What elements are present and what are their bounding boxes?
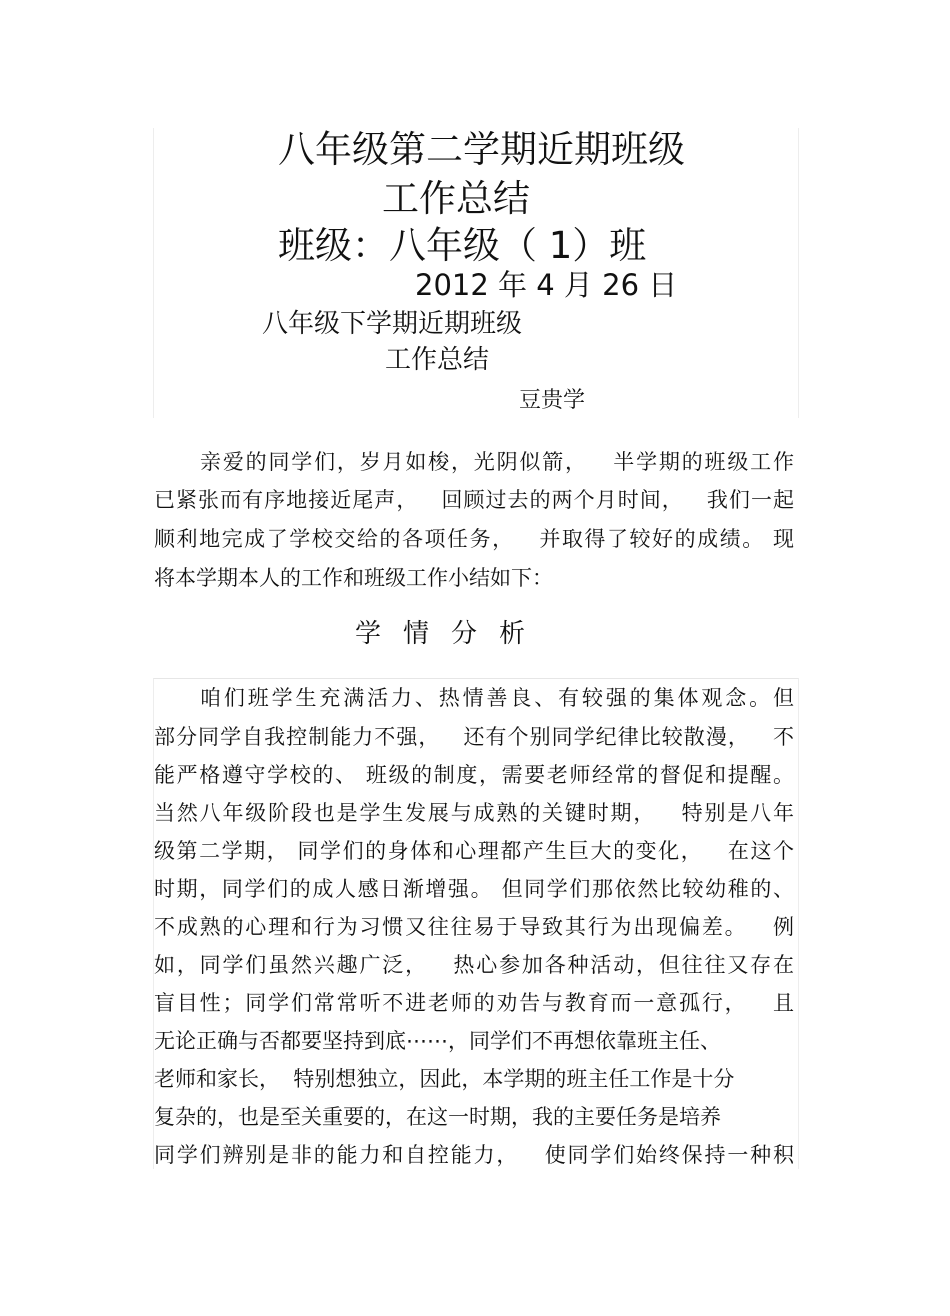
section-line: 当然八年级阶段也是学生发展与成熟的关键时期， 特别是八年 bbox=[154, 801, 794, 825]
subtitle-line2: 工作总结 bbox=[385, 345, 490, 375]
section-line: 不成熟的心理和行为习惯又往往易于导致其行为出现偏差。 例 bbox=[154, 915, 794, 939]
section-line: 能严格遵守学校的、 班级的制度，需要老师经常的督促和提醒。 bbox=[154, 763, 794, 787]
class-line: 班级：八年级（ 1）班 bbox=[278, 224, 647, 267]
section-line: 如，同学们虽然兴趣广泛， 热心参加各种活动，但往往又存在 bbox=[154, 953, 794, 977]
section-line: 复杂的，也是至关重要的，在这一时期，我的主要任务是培养 bbox=[154, 1105, 721, 1129]
document-title-line2: 工作总结 bbox=[382, 177, 530, 220]
section-line: 老师和家长， 特别想独立，因此，本学期的班主任工作是十分 bbox=[154, 1067, 735, 1091]
subtitle-line1: 八年级下学期近期班级 bbox=[262, 309, 523, 339]
section-line: 部分同学自我控制能力不强， 还有个别同学纪律比较散漫， 不 bbox=[154, 725, 794, 749]
author-name: 豆贵学 bbox=[519, 388, 586, 413]
section-line: 同学们辨别是非的能力和自控能力， 使同学们始终保持一种积 bbox=[154, 1143, 794, 1167]
intro-line: 已紧张而有序地接近尾声， 回顾过去的两个月时间， 我们一起 bbox=[154, 488, 794, 512]
section-title: 学情分析 bbox=[355, 619, 548, 649]
section-line: 盲目性；同学们常常听不进老师的劝告与教育而一意孤行， 且 bbox=[154, 991, 794, 1015]
document-title-line1: 八年级第二学期近期班级 bbox=[278, 128, 685, 171]
intro-line: 亲爱的同学们，岁月如梭，光阴似箭， 半学期的班级工作 bbox=[200, 450, 794, 474]
section-line: 咱们班学生充满活力、热情善良、有较强的集体观念。但 bbox=[200, 686, 794, 710]
date-line: 2012 年 4 月 26 日 bbox=[415, 268, 678, 302]
section-line: 级第二学期， 同学们的身体和心理都产生巨大的变化， 在这个 bbox=[154, 839, 794, 863]
section-line: 时期，同学们的成人感日渐增强。 但同学们那依然比较幼稚的、 bbox=[154, 877, 794, 901]
section-line: 无论正确与否都要坚持到底⋯⋯，同学们不再想依靠班主任、 bbox=[154, 1029, 721, 1053]
intro-line: 顺利地完成了学校交给的各项任务， 并取得了较好的成绩。 现 bbox=[154, 527, 794, 551]
intro-line: 将本学期本人的工作和班级工作小结如下： bbox=[154, 566, 553, 590]
